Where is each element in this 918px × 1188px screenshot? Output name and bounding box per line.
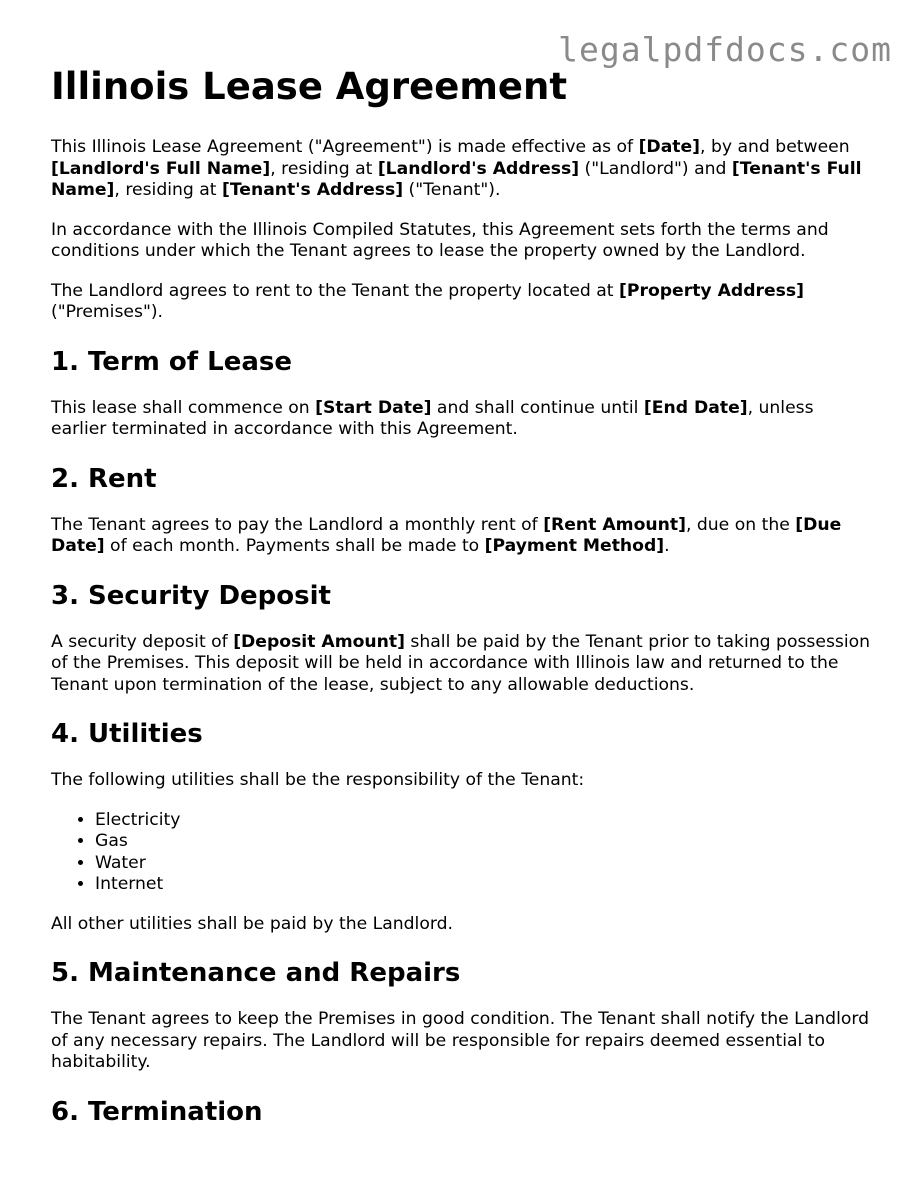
utilities-closing: All other utilities shall be paid by the Landlord. (51, 913, 453, 934)
term-text: and shall continue until (431, 397, 644, 418)
section-heading-termination: 6. Termination (51, 1096, 263, 1127)
term-paragraph (51, 398, 871, 441)
list-item: • Gas (95, 831, 871, 853)
section-heading-maintenance: 5. Maintenance and Repairs (51, 958, 461, 988)
rent-text: . (664, 536, 670, 556)
utilities-list (51, 810, 871, 896)
deposit-text: A security deposit of (51, 631, 234, 652)
start-date-placeholder: [Start Date] (315, 397, 432, 418)
list-item: • Internet (95, 874, 871, 896)
deposit-text: shall be paid by the Tenant prior to taking possession of the Premises. This deposit will be held in accordance with Illinois law and returned to the Tenant upon termination of the lease, subject to any allowable deductions. (51, 631, 871, 695)
maintenance-paragraph: The Tenant agrees to keep the Premises in good condition. The Tenant shall notify the Landlord of any necessary repairs. The Landlord will be responsible for repairs deemed essential to habitability. (51, 1009, 870, 1072)
section-heading-rent: 2. Rent (51, 463, 157, 494)
section-heading-utilities: 4. Utilities (51, 719, 203, 749)
premises-paragraph (51, 281, 871, 324)
intro-paragraph (51, 137, 871, 202)
accordance-paragraph: In accordance with the Illinois Compiled Statutes, this Agreement sets forth the terms and conditions under which the Tenant agrees to lease the property owned by the Landlord. (51, 219, 829, 261)
rent-text: of each month. Payments shall be made to (104, 536, 485, 556)
document-title: Illinois Lease Agreement (51, 65, 568, 108)
rent-amount-placeholder: [Rent Amount] (543, 514, 686, 535)
due-date-placeholder: [Due Date] (51, 514, 842, 556)
tenant-name-placeholder: [Tenant's Full Name] (51, 158, 862, 200)
landlord-address-placeholder: [Landlord's Address] (377, 158, 580, 179)
rent-text: The Tenant agrees to pay the Landlord a monthly rent of (51, 514, 544, 535)
intro-text: , residing at (270, 158, 378, 179)
term-text: , unless earlier terminated in accordance with this Agreement. (51, 397, 814, 439)
rent-paragraph (51, 515, 871, 558)
premises-text: ("Premises"). (51, 302, 164, 322)
property-address-placeholder: [Property Address] (619, 280, 804, 301)
intro-text: , residing at (114, 180, 223, 200)
section-heading-deposit: 3. Security Deposit (51, 580, 331, 611)
intro-text: ("Landlord") and (579, 158, 732, 179)
intro-text: This Illinois Lease Agreement ("Agreement") is made effective as of (51, 137, 639, 157)
deposit-paragraph (51, 632, 871, 697)
premises-text: The Landlord agrees to rent to the Tenant the property located at (51, 280, 620, 301)
intro-text: , by and between (700, 137, 850, 157)
intro-text: ("Tenant"). (403, 180, 501, 200)
list-item: • Water (95, 853, 871, 875)
end-date-placeholder: [End Date] (643, 397, 748, 418)
deposit-amount-placeholder: [Deposit Amount] (233, 631, 405, 652)
utilities-lead: The following utilities shall be the responsibility of the Tenant: (51, 770, 585, 790)
landlord-name-placeholder: [Landlord's Full Name] (51, 158, 271, 179)
document-body (51, 64, 871, 1148)
list-item: • Electricity (95, 810, 871, 832)
date-placeholder: [Date] (638, 137, 701, 157)
tenant-address-placeholder: [Tenant's Address] (222, 180, 404, 200)
payment-method-placeholder: [Payment Method] (484, 536, 665, 556)
site-watermark: legalpdfdocs.com (558, 30, 892, 69)
term-text: This lease shall commence on (51, 397, 316, 418)
rent-text: , due on the (685, 514, 796, 535)
section-heading-term: 1. Term of Lease (51, 346, 292, 377)
